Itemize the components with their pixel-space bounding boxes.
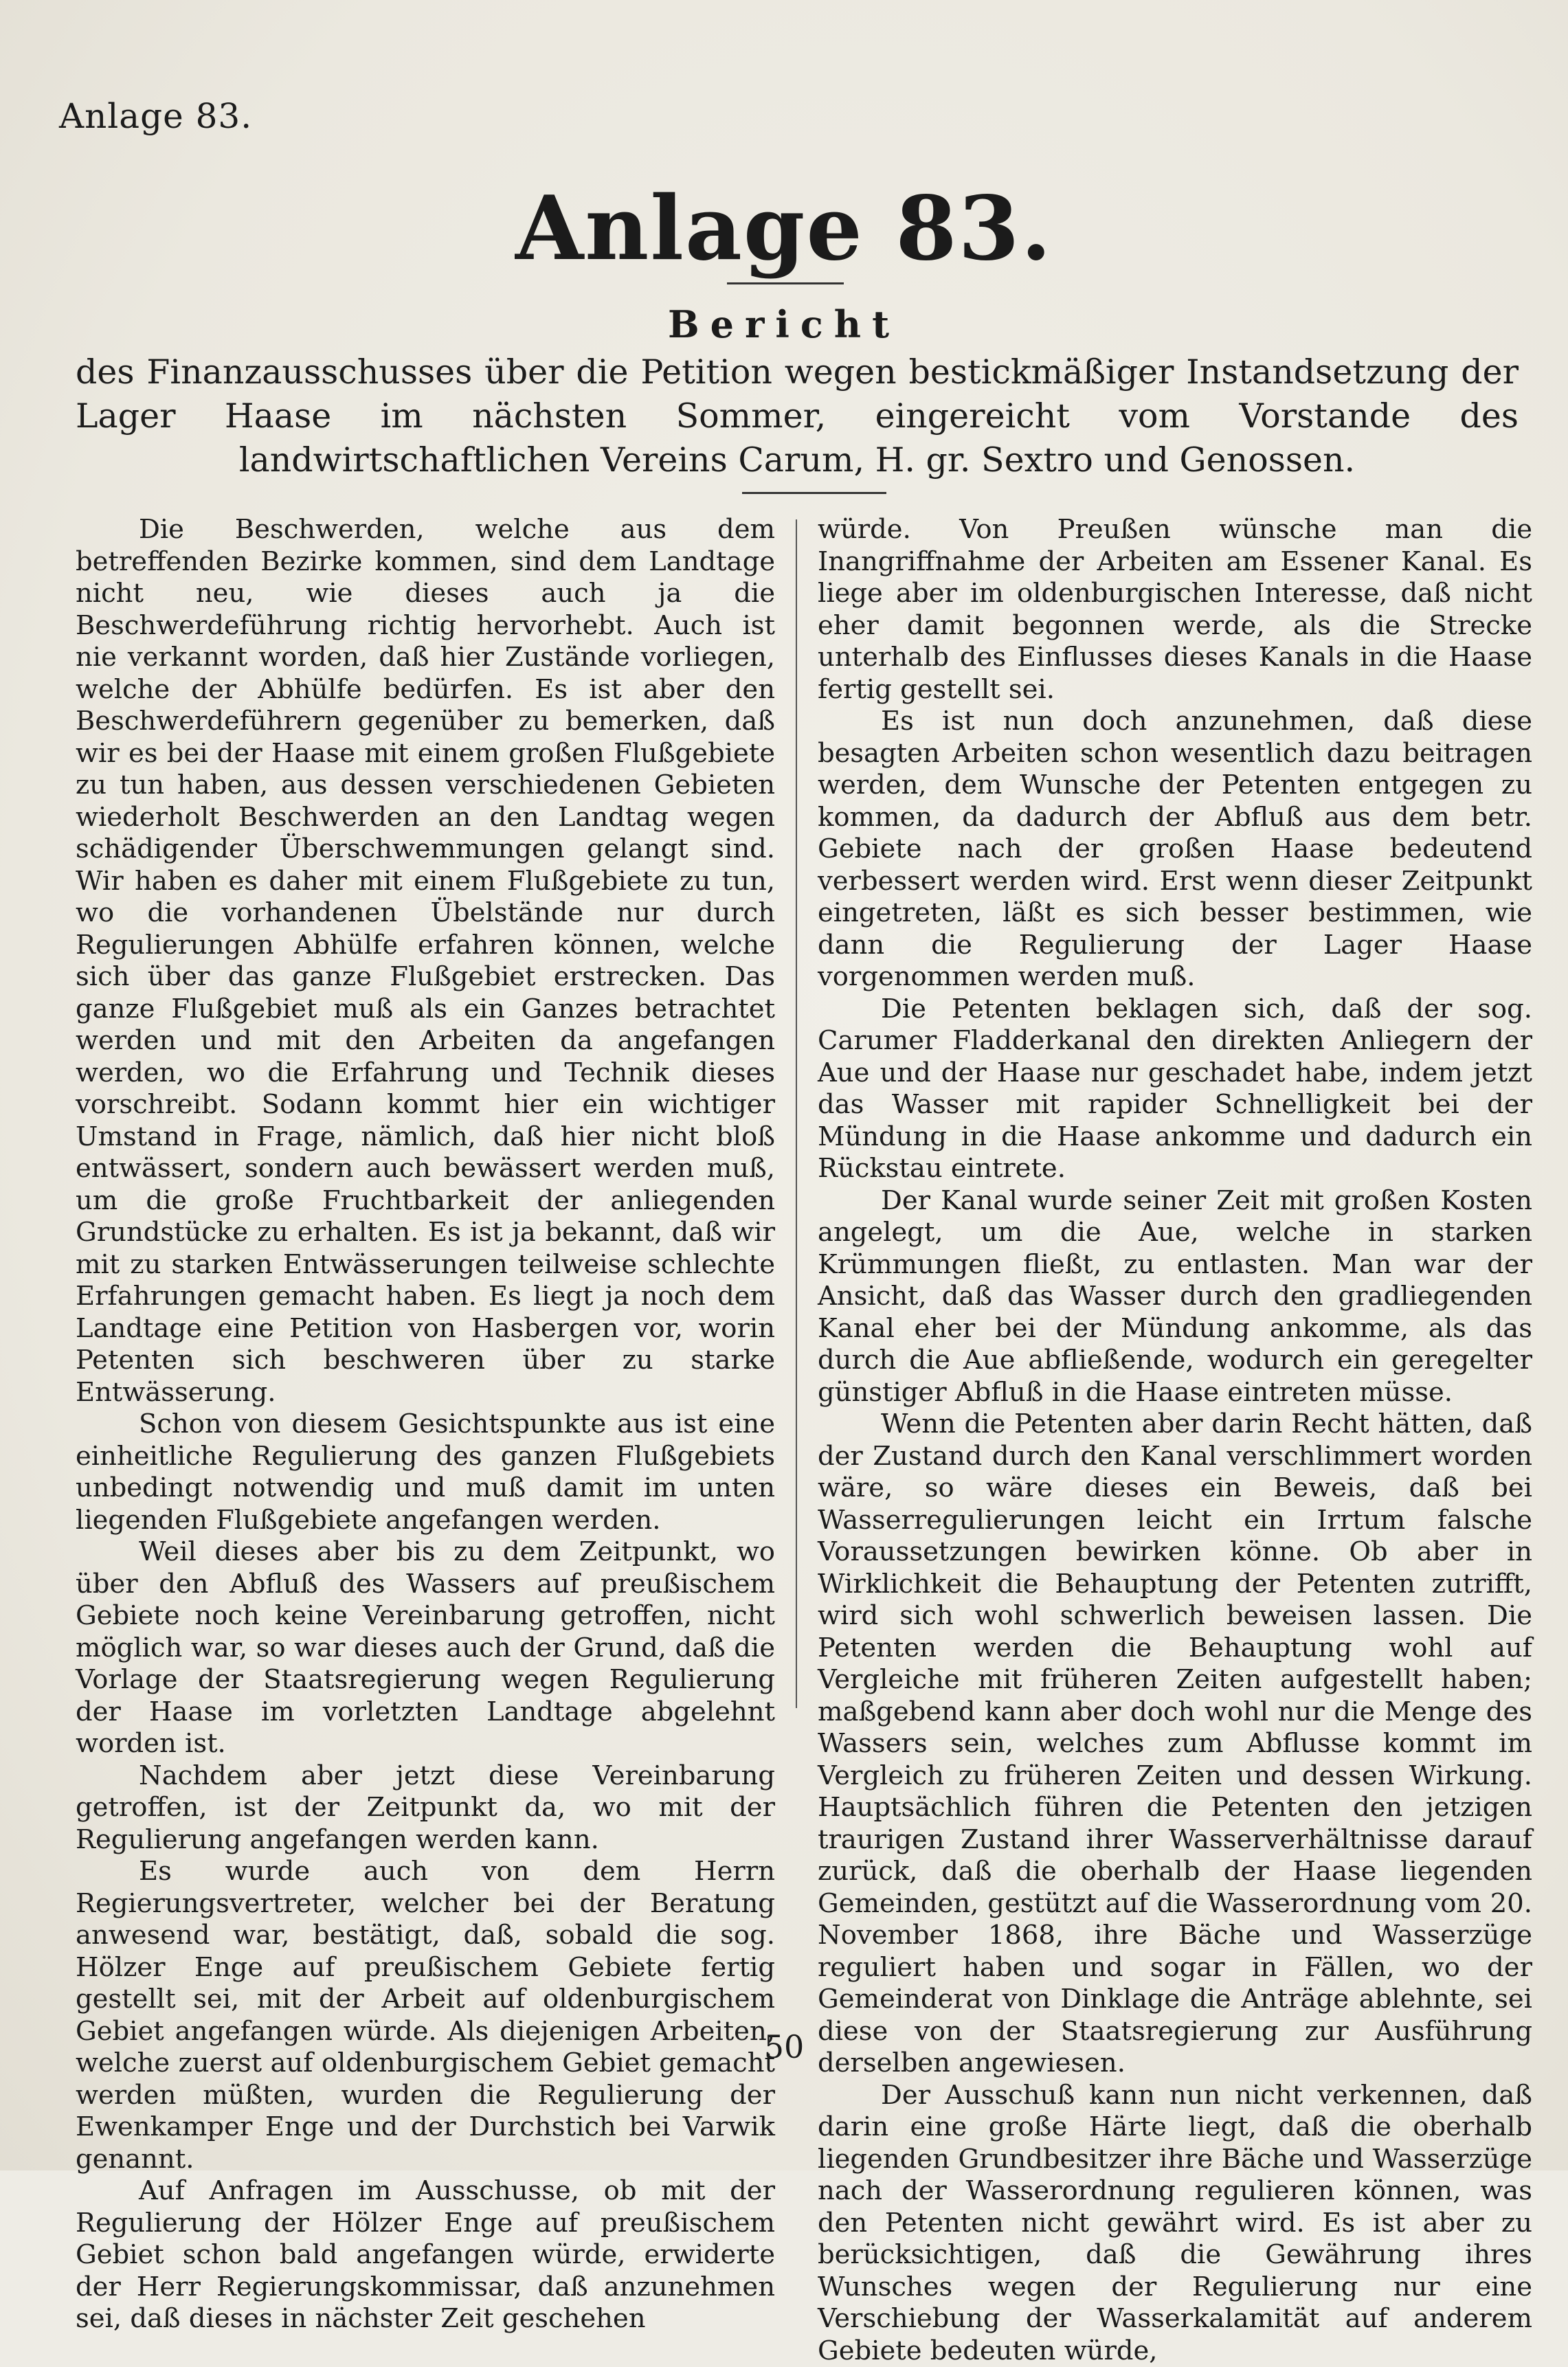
paragraph: Weil dieses aber bis zu dem Zeitpunkt, wo über den Abfluß des Wassers auf preußischem Gebiete noch keine Vereinbarung getroffen, nicht möglich war, so war dieses auch der Grund, daß die Vorlage der Staatsregierung wegen Regulierung der Haase im vorletzten Landtage abgelehnt worden ist. (76, 1536, 775, 1760)
paragraph: würde. Von Preußen wünsche man die Inangriffnahme der Arbeiten am Essener Kanal. Es liege aber im oldenburgischen Interesse, daß nicht eher damit begonnen werde, als die Strecke unterhalb des Einflusses dieses Kanals in die Haase fertig gestellt sei. (818, 514, 1532, 706)
paragraph: Auf Anfragen im Ausschusse, ob mit der Regulierung der Hölzer Enge auf preußischem Gebiet schon bald angefangen würde, erwiderte der Herr Regierungskommissar, daß anzunehmen sei, daß dieses in nächster Zeit geschehen (76, 2175, 775, 2335)
right-column (818, 514, 1532, 2367)
paragraph: Es ist nun doch anzunehmen, daß diese besagten Arbeiten schon wesentlich dazu beitragen werden, dem Wunsche der Petenten entgegen zu kommen, da dadurch der Abfluß aus dem betr. Gebiete nach der großen Haase bedeutend verbessert werden wird. Erst wenn dieser Zeitpunkt eingetreten, läßt es sich besser bestimmen, wie dann die Regulierung der Lager Haase vorgenommen werden muß. (818, 706, 1532, 994)
page-number: 50 (0, 2028, 1568, 2065)
paragraph: Die Beschwerden, welche aus dem betreffenden Bezirke kommen, sind dem Landtage nicht neu, wie dieses auch ja die Beschwerdeführung richtig hervorhebt. Auch ist nie verkannt worden, daß hier Zustände vorliegen, welche der Abhülfe bedürfen. Es ist aber den Beschwerdeführern gegenüber zu bemerken, daß wir es bei der Haase mit einem großen Flußgebiete zu tun haben, aus dessen verschiedenen Gebieten wiederholt Beschwerden an den Landtag wegen schädigender Überschwemmungen gelangt sind. Wir haben es daher mit einem Flußgebiete zu tun, wo die vorhandenen Übelstände nur durch Regulierungen Abhülfe erfahren können, welche sich über das ganze Flußgebiet erstrecken. Das ganze Flußgebiet muß als ein Ganzes betrachtet werden und mit den Arbeiten da angefangen werden, wo die Erfahrung und Technik dieses vorschreibt. Sodann kommt hier ein wichtiger Umstand in Frage, nämlich, daß hier nicht bloß entwässert, sondern auch bewässert werden muß, um die große Fruchtbarkeit der anliegenden Grundstücke zu erhalten. Es ist ja bekannt, daß wir mit zu starken Entwässerungen teilweise schlechte Erfahrungen gemacht haben. Es liegt ja noch dem Landtage eine Petition von Hasbergen vor, worin Petenten sich beschweren über zu starke Entwässerung. (76, 514, 775, 1409)
page-title: Anlage 83. (0, 177, 1568, 280)
subtitle-divider (742, 492, 886, 494)
paragraph: Der Ausschuß kann nun nicht verkennen, daß darin eine große Härte liegt, daß die oberhalb liegenden Grundbesitzer ihre Bäche und Wasserzüge nach der Wasserordnung regulieren können, was den Petenten nicht gewährt wird. Es ist aber zu berücksichtigen, daß die Gewährung ihres Wunsches wegen der Regulierung nur eine Verschiebung der Wasserkalamität auf anderem Gebiete bedeuten würde, (818, 2080, 1532, 2367)
column-divider (796, 519, 797, 1708)
report-heading: Bericht (0, 302, 1568, 346)
paragraph: Nachdem aber jetzt diese Vereinbarung getroffen, ist der Zeitpunkt da, wo mit der Regulierung angefangen werden kann. (76, 1760, 775, 1856)
running-header: Anlage 83. (59, 96, 252, 136)
paragraph: Wenn die Petenten aber darin Recht hätten, daß der Zustand durch den Kanal verschlimmert worden wäre, so wäre dieses ein Beweis, daß bei Wasserregulierungen leicht ein Irrtum falsche Voraussetzungen bewirken könne. Ob aber in Wirklichkeit die Behauptung der Petenten zutrifft, wird sich wohl schwerlich beweisen lassen. Die Petenten werden die Behauptung wohl auf Vergleiche mit früheren Zeiten aufgestellt haben; maßgebend kann aber doch wohl nur die Menge des Wassers sein, welches zum Abflusse kommt im Vergleich zu früheren Zeiten und dessen Wirkung. Hauptsächlich führen die Petenten den jetzigen traurigen Zustand ihrer Wasserverhältnisse darauf zurück, daß die oberhalb der Haase liegenden Gemeinden, gestützt auf die Wasserordnung vom 20. November 1868, ihre Bäche und Wasserzüge reguliert haben und sogar in Fällen, wo der Gemeinderat von Dinklage die Anträge ablehnte, sei diese von der Staatsregierung zur Ausführung derselben angewiesen. (818, 1409, 1532, 2080)
paragraph: Die Petenten beklagen sich, daß der sog. Carumer Fladderkanal den direkten Anliegern der Aue und der Haase nur geschadet habe, indem jetzt das Wasser mit rapider Schnelligkeit bei der Mündung in die Haase ankomme und dadurch ein Rückstau eintrete. (818, 994, 1532, 1185)
paragraph: Der Kanal wurde seiner Zeit mit großen Kosten angelegt, um die Aue, welche in starken Krümmungen fließt, zu entlasten. Man war der Ansicht, daß das Wasser durch den gradliegenden Kanal eher bei der Mündung ankomme, als das durch die Aue abfließende, wodurch ein geregelter günstiger Abfluß in die Haase eintreten müsse. (818, 1185, 1532, 1409)
title-divider (727, 282, 844, 284)
report-subtitle: des Finanzausschusses über die Petition wegen bestickmäßiger Instandsetzung der Lager Haase im nächsten Sommer, eingereicht vom Vorstande des landwirtschaftlichen Vereins Carum, H. gr. Sextro und Genossen. (76, 350, 1519, 482)
paragraph: Es wurde auch von dem Herrn Regierungsvertreter, welcher bei der Beratung anwesend war, bestätigt, daß, sobald die sog. Hölzer Enge auf preußischem Gebiete fertig gestellt sei, mit der Arbeit auf oldenburgischem Gebiet angefangen würde. Als diejenigen Arbeiten, welche zuerst auf oldenburgischem Gebiet gemacht werden müßten, wurden die Regulierung der Ewenkamper Enge und der Durchstich bei Varwik genannt. (76, 1856, 775, 2175)
paragraph: Schon von diesem Gesichtspunkte aus ist eine einheitliche Regulierung des ganzen Flußgebiets unbedingt notwendig und muß damit im unten liegenden Flußgebiete angefangen werden. (76, 1409, 775, 1536)
